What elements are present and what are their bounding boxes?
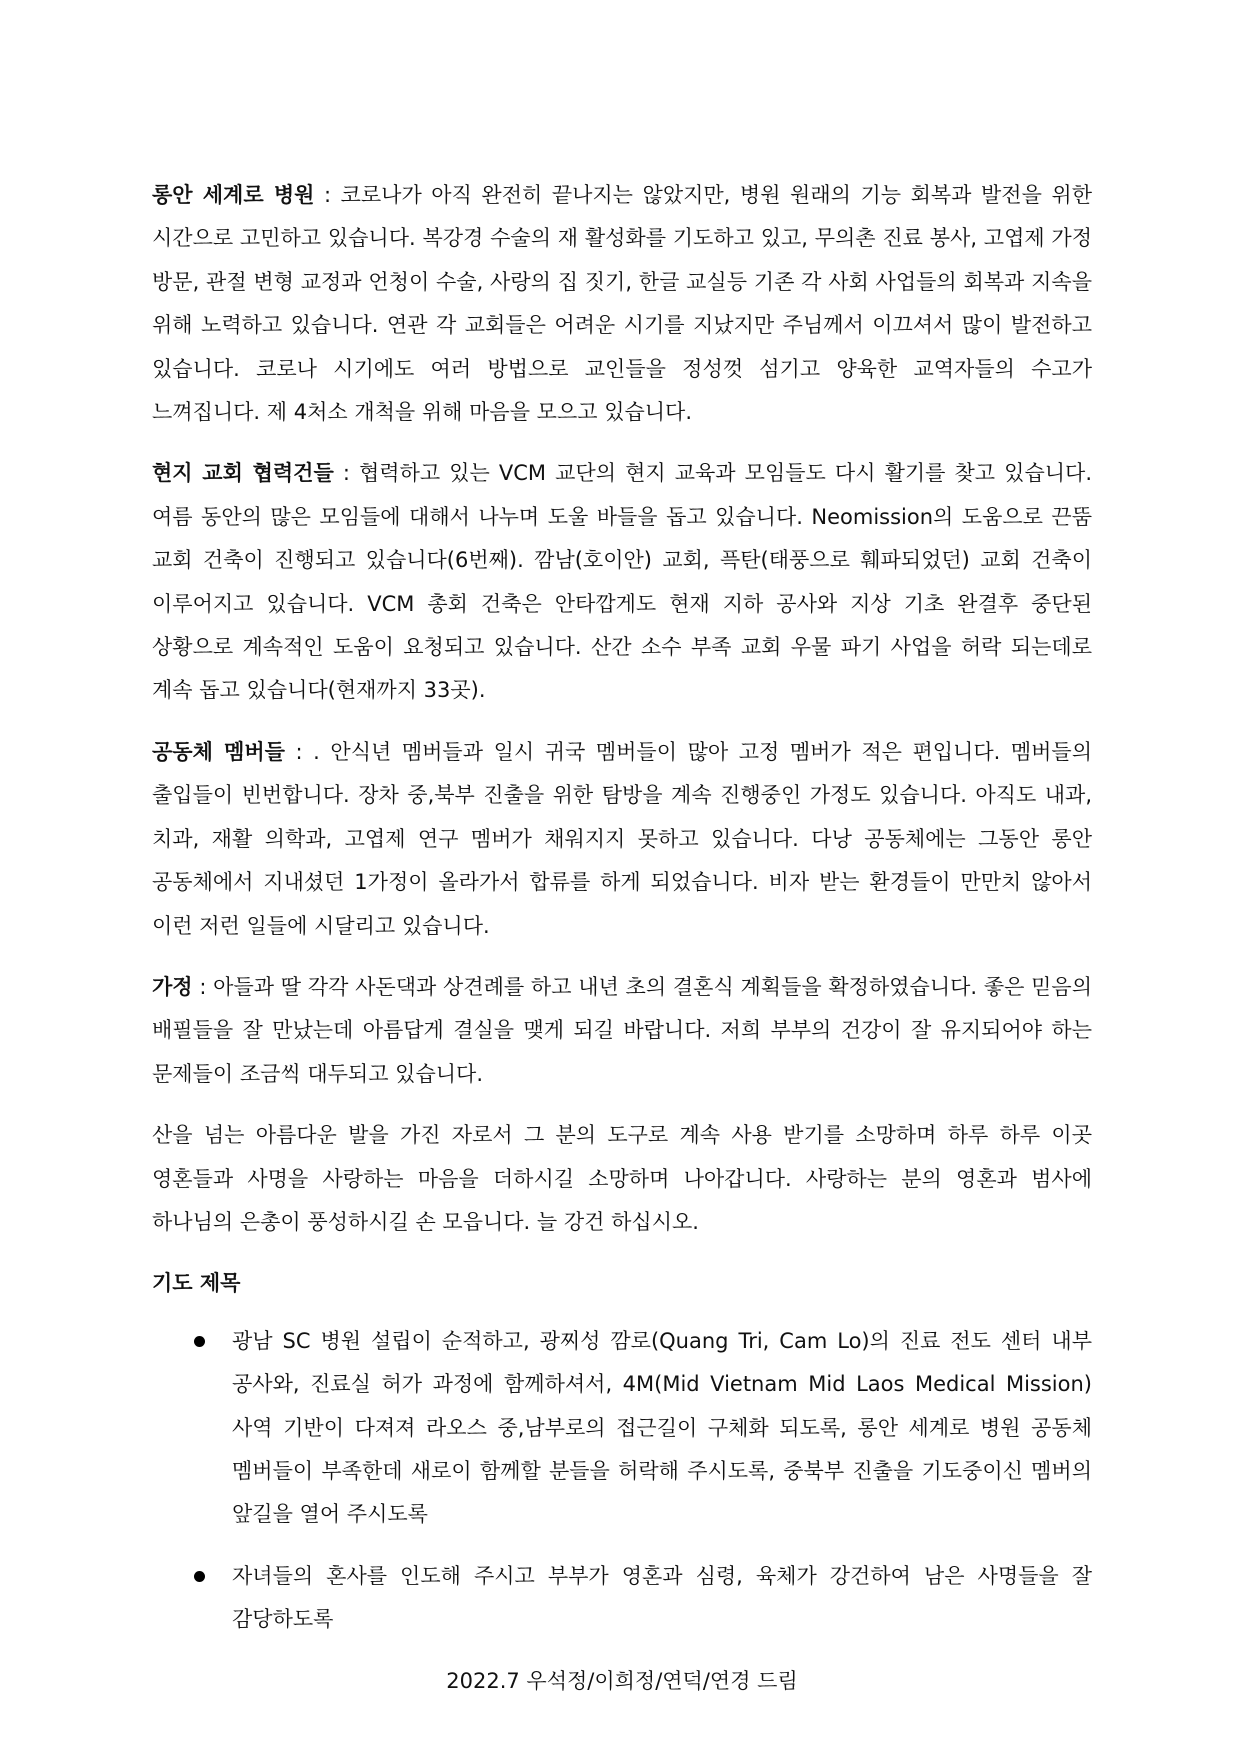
bullet-icon xyxy=(194,1336,205,1347)
prayer-heading: 기도 제목 xyxy=(152,1271,241,1296)
closing-paragraph: 산을 넘는 아름다운 발을 가진 자로서 그 분의 도구로 계속 사용 받기를 소망하며 하루 하루 이곳 영혼들과 사명을 사랑하는 마음을 더하시길 소망하며 나아갑니다. 사랑하는 분의 영혼과 범사에 하나님의 은총이 풍성하시길 손 모읍니다. 늘 강건 하십시오. xyxy=(152,1123,1092,1234)
section-body: : 아들과 딸 각각 사돈댁과 상견례를 하고 내년 초의 결혼식 계획들을 확정하였습니다. 좋은 믿음의 배필들을 잘 만났는데 아름답게 결실을 맺게 되길 바랍니다. 저희 부부의 건강이 잘 유지되어야 하는 문제들이 조금씩 대두되고 있습니다. xyxy=(152,974,1092,1086)
section-title: 공동체 멤버들 xyxy=(152,739,285,764)
section-local-church xyxy=(152,452,1092,712)
section-title: 현지 교회 협력건들 xyxy=(152,461,334,486)
bullet-icon xyxy=(194,1571,205,1582)
list-item xyxy=(152,1555,1092,1642)
letter-page xyxy=(152,174,1092,1703)
section-family xyxy=(152,966,1092,1096)
section-title: 롱안 세계로 병원 xyxy=(152,183,315,207)
section-community-members xyxy=(152,731,1092,948)
prayer-item-text: 자녀들의 혼사를 인도해 주시고 부부가 영혼과 심령, 육체가 강건하여 남은 사명들을 잘 감당하도록 xyxy=(232,1563,1092,1632)
section-hospital xyxy=(152,174,1092,434)
list-item xyxy=(152,1320,1092,1537)
section-body: : 협력하고 있는 VCM 교단의 현지 교육과 모임들도 다시 활기를 찾고 있습니다. 여름 동안의 많은 모임들에 대해서 나누며 도울 바들을 돕고 있습니다. Neomission의 도움으로 끈뚬 교회 건축이 진행되고 있습니다(6번째). 깜남(호이안) 교회, 픅탄(태풍으로 훼파되었던) 교회 건축이 이루어지고 있습니다. VCM 총회 건축은 안타깝게도 현재 지하 공사와 지상 기초 완결후 중단된 상황으로 계속적인 도움이 요청되고 있습니다. 산간 소수 부족 교회 우물 파기 사업을 허락 되는데로 계속 돕고 있습니다(현재까지 33곳). xyxy=(152,461,1092,703)
section-body: : 코로나가 아직 완전히 끝나지는 않았지만, 병원 원래의 기능 회복과 발전을 위한 시간으로 고민하고 있습니다. 복강경 수술의 재 활성화를 기도하고 있고, 무의촌 진료 봉사, 고엽제 가정 방문, 관절 변형 교정과 언청이 수술, 사랑의 집 짓기, 한글 교실등 기존 각 사회 사업들의 회복과 지속을 위해 노력하고 있습니다. 연관 각 교회들은 어려운 시기를 지났지만 주님께서 이끄셔서 많이 발전하고 있습니다. 코로나 시기에도 여러 방법으로 교인들을 정성껏 섬기고 양육한 교역자들의 수고가 느껴집니다. 제 4처소 개척을 위해 마음을 모으고 있습니다. xyxy=(152,183,1092,425)
prayer-list xyxy=(152,1320,1092,1642)
section-body: : . 안식년 멤버들과 일시 귀국 멤버들이 많아 고정 멤버가 적은 편입니다. 멤버들의 출입들이 빈번합니다. 장차 중,북부 진출을 위한 탐방을 계속 진행중인 가정도 있습니다. 아직도 내과, 치과, 재활 의학과, 고엽제 연구 멤버가 채워지지 못하고 있습니다. 다낭 공동체에는 그동안 롱안 공동체에서 지내셨던 1가정이 올라가서 합류를 하게 되었습니다. 비자 받는 환경들이 만만치 않아서 이런 저런 일들에 시달리고 있습니다. xyxy=(152,739,1093,938)
section-title: 가정 xyxy=(152,974,193,999)
prayer-item-text: 광남 SC 병원 설립이 순적하고, 광찌성 깜로(Quang Tri, Cam Lo)의 진료 전도 센터 내부 공사와, 진료실 허가 과정에 함께하셔서, 4M(Mid Vietnam Mid Laos Medical Mission)사역 기반이 다져져 라오스 중,남부로의 접근길이 구체화 되도록, 롱안 세계로 병원 공동체 멤버들이 부족한데 새로이 함께할 분들을 허락해 주시도록, 중북부 진출을 기도중이신 멤버의 앞길을 열어 주시도록 xyxy=(232,1328,1092,1527)
signature: 2022.7 우석정/이희정/연덕/연경 드림 xyxy=(446,1668,798,1693)
